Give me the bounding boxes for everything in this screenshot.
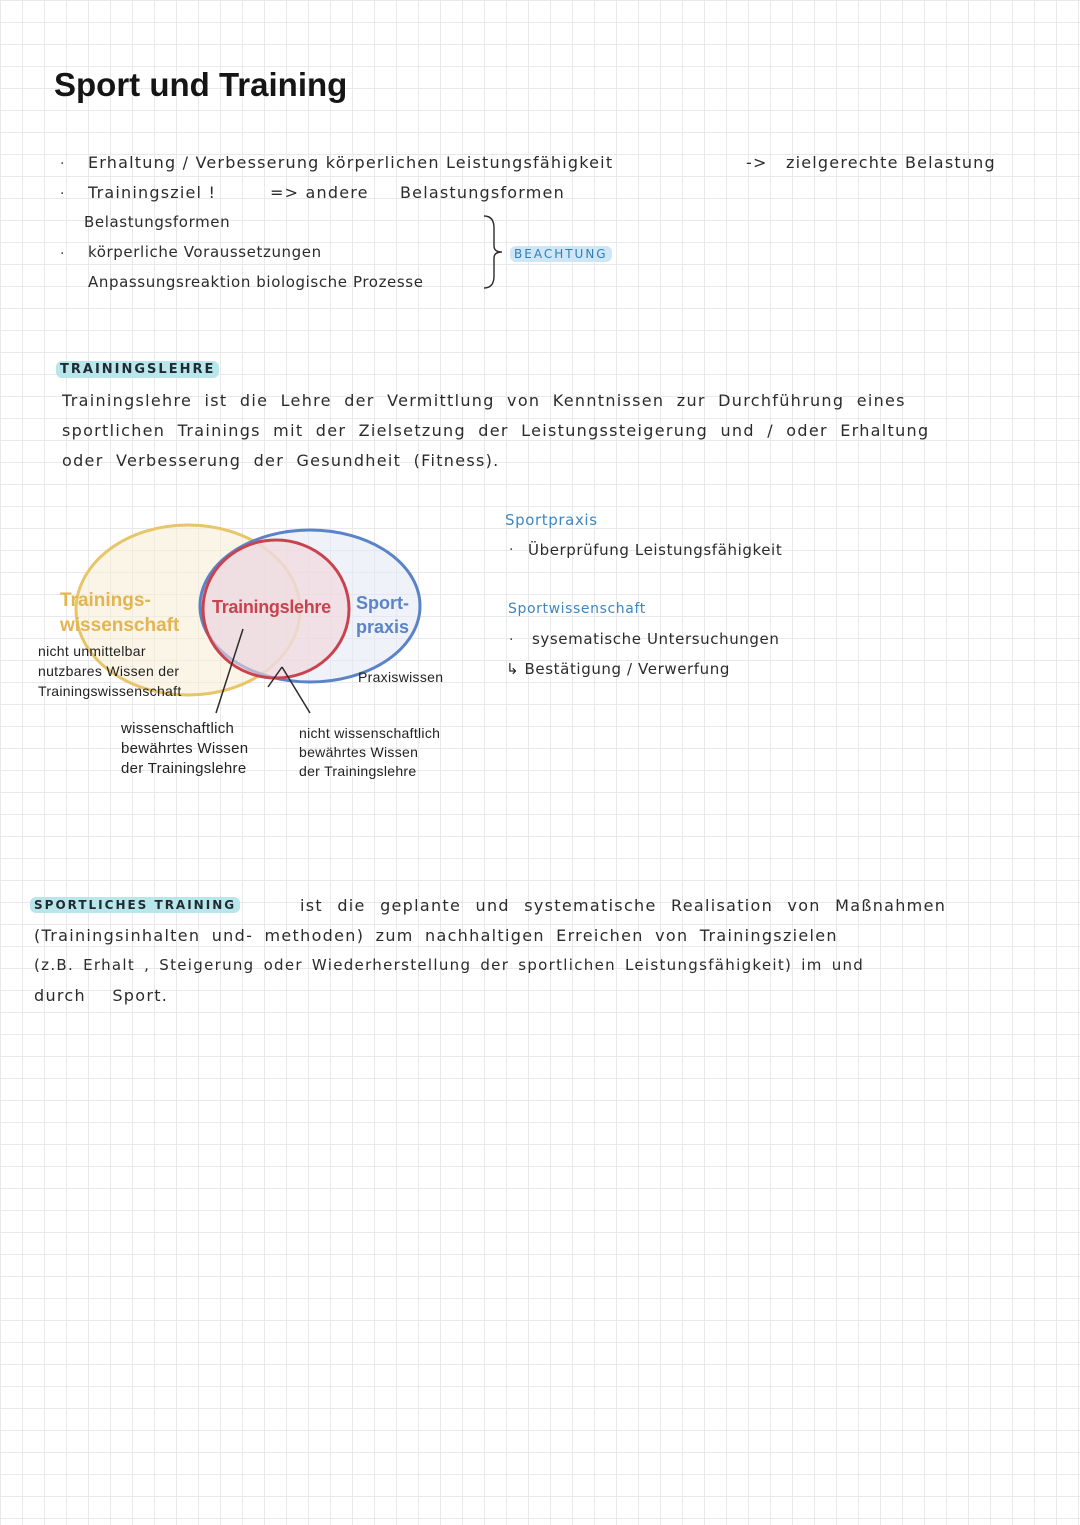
venn-note-bottom-1-line-3: der Trainingslehre bbox=[121, 760, 247, 777]
beachtung-tag: BEACHTUNG bbox=[510, 246, 612, 262]
training-line-1: ist die geplante und systematische Realisation von Maßnahmen bbox=[300, 896, 947, 915]
intro-line-4: körperliche Voraussetzungen bbox=[88, 243, 322, 261]
venn-note-bottom-1-line-1: wissenschaftlich bbox=[121, 720, 235, 737]
intro-line-1-result: zielgerechte Belastung bbox=[786, 153, 996, 172]
intro-arrow-1: -> bbox=[746, 153, 768, 172]
intro-line-2: Trainingsziel ! bbox=[88, 183, 217, 202]
intro-line-2-result: Belastungsformen bbox=[400, 183, 565, 202]
venn-note-bottom-2-line-3: der Trainingslehre bbox=[299, 763, 417, 779]
curly-brace bbox=[478, 212, 508, 292]
training-line-3: (z.B. Erhalt , Steigerung oder Wiederherstellung der sportlichen Leistungsfähigkeit) im und bbox=[34, 956, 865, 974]
lehre-line-1: Trainingslehre ist die Lehre der Vermittlung von Kenntnissen zur Durchführung eines bbox=[62, 391, 906, 410]
venn-note-left-3: Trainingswissenschaft bbox=[38, 683, 182, 699]
bullet-dot: · bbox=[60, 186, 65, 202]
venn-note-bottom-1-line-2: bewährtes Wissen bbox=[121, 740, 249, 757]
venn-label-trainingslehre: Trainingslehre bbox=[212, 597, 331, 617]
bullet-dot: · bbox=[509, 632, 514, 648]
sportwissenschaft-result: ↳ Bestätigung / Verwerfung bbox=[506, 660, 731, 678]
sportpraxis-heading: Sportpraxis bbox=[505, 511, 598, 529]
training-line-2: (Trainingsinhalten und- methoden) zum nachhaltigen Erreichen von Trainingszielen bbox=[34, 926, 838, 945]
venn-label-sportpraxis-2: praxis bbox=[356, 617, 410, 637]
sportwissenschaft-item: sysematische Untersuchungen bbox=[532, 630, 780, 648]
bullet-dot: · bbox=[509, 542, 514, 558]
venn-note-bottom-2-line-1: nicht wissenschaftlich bbox=[299, 725, 441, 741]
bullet-dot: · bbox=[60, 156, 65, 172]
venn-note-bottom-2-line-2: bewährtes Wissen bbox=[299, 744, 419, 760]
trainingslehre-tag: TRAININGSLEHRE bbox=[56, 361, 219, 378]
venn-note-left-2: nutzbares Wissen der bbox=[38, 663, 180, 679]
venn-label-sportpraxis-1: Sport- bbox=[356, 593, 409, 613]
intro-line-5: Anpassungsreaktion biologische Prozesse bbox=[88, 273, 424, 291]
sportpraxis-item: Überprüfung Leistungsfähigkeit bbox=[528, 541, 783, 559]
sportliches-training-tag: SPORTLICHES TRAINING bbox=[30, 897, 240, 913]
training-line-4: durch Sport. bbox=[34, 986, 169, 1005]
intro-line-3: Belastungsformen bbox=[84, 213, 231, 231]
lehre-line-2: sportlichen Trainings mit der Zielsetzung der Leistungssteigerung und / oder Erhaltung bbox=[62, 421, 930, 440]
bullet-dot: · bbox=[60, 246, 65, 262]
venn-note-praxiswissen: Praxiswissen bbox=[358, 669, 444, 685]
lehre-line-3: oder Verbesserung der Gesundheit (Fitness). bbox=[62, 451, 500, 470]
venn-note-left-1: nicht unmittelbar bbox=[38, 643, 146, 659]
venn-label-trainingswiss-1: Trainings- bbox=[60, 590, 151, 611]
intro-arrow-2: => andere bbox=[270, 183, 369, 202]
sportwissenschaft-heading: Sportwissenschaft bbox=[508, 601, 646, 617]
intro-line-1: Erhaltung / Verbesserung körperlichen Leistungsfähigkeit bbox=[88, 153, 614, 172]
venn-label-trainingswiss-2: wissenschaft bbox=[60, 615, 180, 636]
page-title: Sport und Training bbox=[54, 66, 348, 103]
